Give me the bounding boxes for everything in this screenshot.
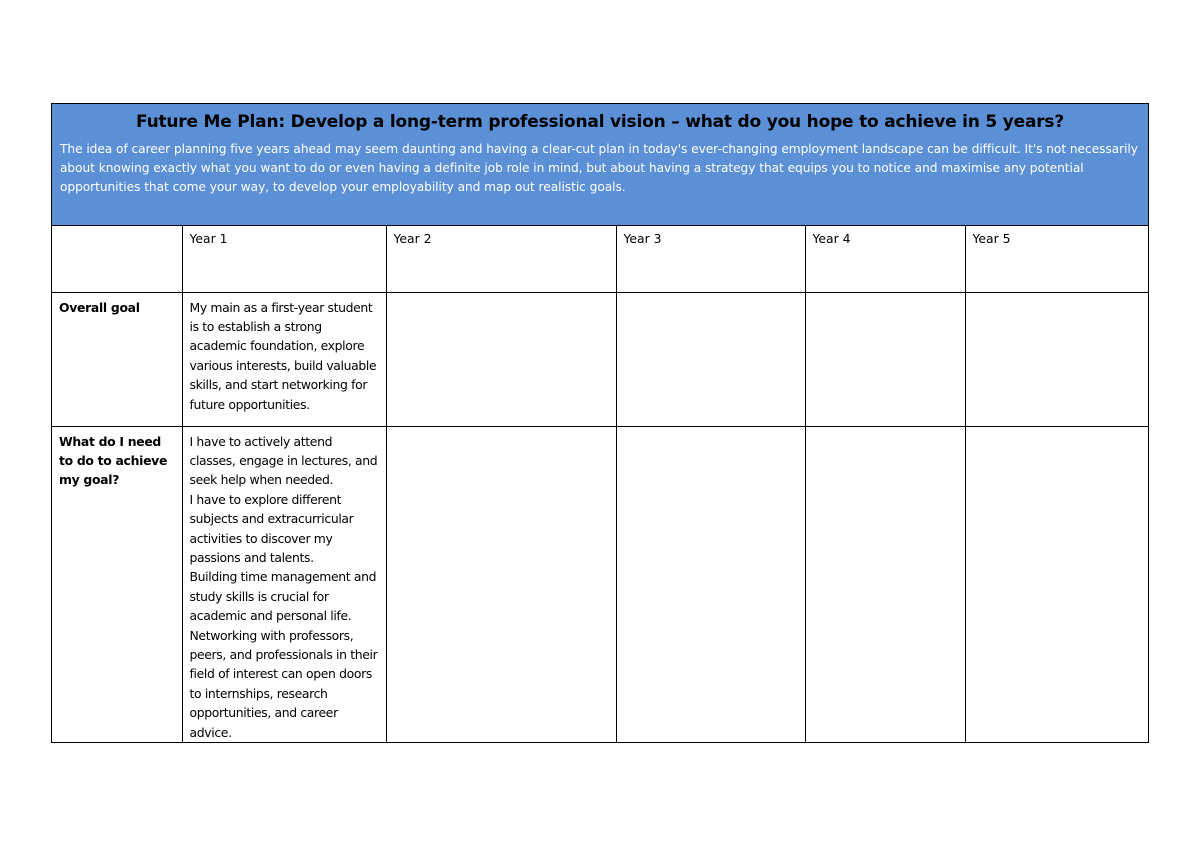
plan-intro-text: The idea of career planning five years ahead may seem daunting and having a clear-cut plan in today's ever-changing employment landscape can be difficult. It's not necessarily about knowing exactly what you want to do or even having a definite job role in mind, but about having a strategy that equips you to notice and maximise any potential opportunities that come your way, to develop your employability and map out realistic goals. — [60, 142, 1138, 194]
actions-year-3[interactable] — [616, 426, 805, 742]
actions-year-1-part: I have to actively attend classes, engage in lectures, and seek help when needed. — [189, 433, 378, 488]
overall-goal-label: Overall goal — [52, 292, 182, 426]
overall-goal-row — [52, 292, 1148, 426]
year-5-header: Year 5 — [965, 226, 1148, 292]
actions-year-1[interactable] — [182, 426, 386, 742]
overall-goal-year-1[interactable]: My main as a first-year student is to establish a strong academic foundation, explore various interests, build valuable skills, and start networking for future opportunities. — [182, 292, 386, 426]
overall-goal-year-5[interactable] — [965, 292, 1148, 426]
plan-header-banner — [52, 104, 1148, 226]
corner-cell — [52, 226, 182, 292]
actions-year-5[interactable] — [965, 426, 1148, 742]
year-1-header: Year 1 — [182, 226, 386, 292]
year-2-header: Year 2 — [386, 226, 616, 292]
plan-table — [52, 226, 1148, 742]
year-header-row — [52, 226, 1148, 292]
overall-goal-year-4[interactable] — [805, 292, 965, 426]
actions-year-4[interactable] — [805, 426, 965, 742]
overall-goal-year-2[interactable] — [386, 292, 616, 426]
future-me-plan — [51, 103, 1149, 743]
actions-year-1-part: Building time management and study skills is crucial for academic and personal life. — [189, 569, 377, 624]
actions-row — [52, 426, 1148, 742]
actions-year-1-part: I have to explore different subjects and extracurricular activities to discover my passions and talents. — [189, 491, 354, 565]
year-3-header: Year 3 — [616, 226, 805, 292]
actions-year-1-part: Networking with professors, peers, and professionals in their field of interest can open doors to internships, research opportunities, and career advice. — [189, 627, 378, 740]
overall-goal-year-3[interactable] — [616, 292, 805, 426]
actions-label: What do I need to do to achieve my goal? — [52, 426, 182, 742]
plan-title: Future Me Plan: Develop a long-term professional vision – what do you hope to achieve in 5 years? — [136, 112, 1064, 132]
year-4-header: Year 4 — [805, 226, 965, 292]
actions-year-2[interactable] — [386, 426, 616, 742]
